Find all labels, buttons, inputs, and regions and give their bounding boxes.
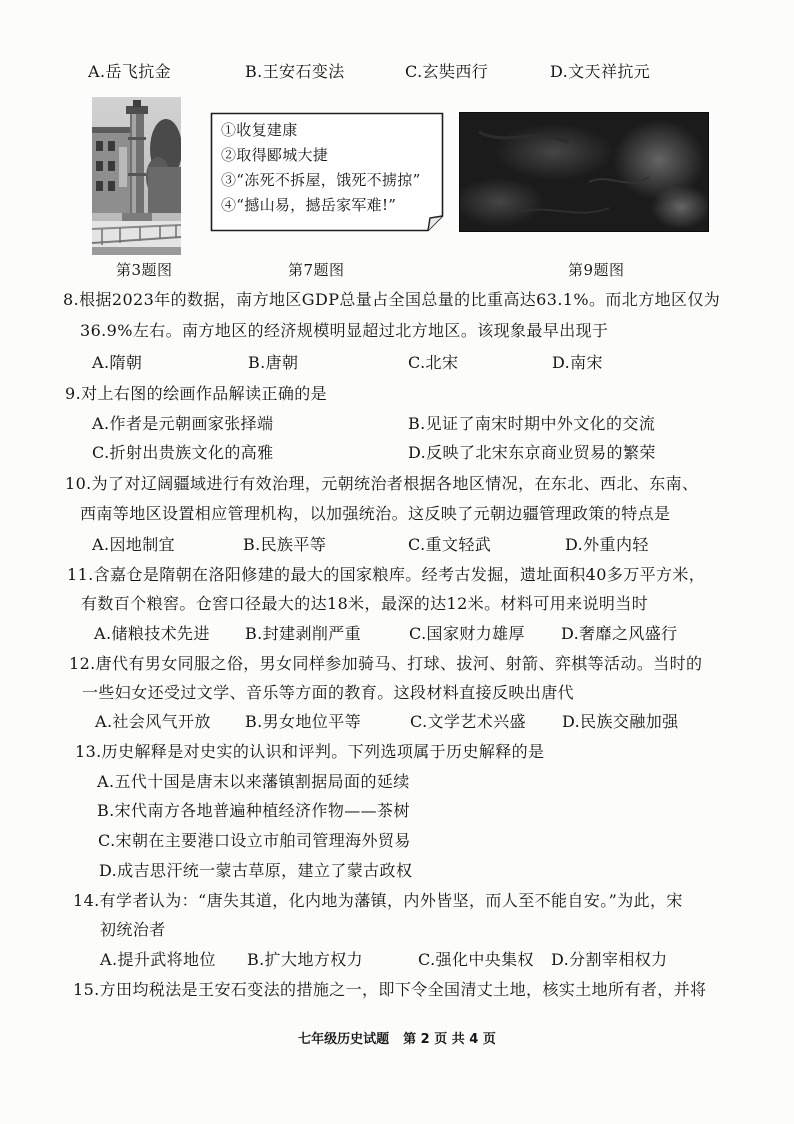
figure-3-photo-image: [92, 97, 181, 255]
q12-option-b: B.男女地位平等: [245, 712, 362, 731]
q14-option-a: A.提升武将地位: [100, 950, 216, 969]
q12-option-c: C.文学艺术兴盛: [410, 712, 526, 731]
q13-option-d: D.成吉思汗统一蒙古草原，建立了蒙古政权: [99, 861, 413, 880]
figure-9-painting-image: [459, 112, 709, 232]
q9-option-a: A.作者是元朝画家张择端: [92, 414, 274, 433]
q14-option-c: C.强化中央集权: [418, 950, 534, 969]
q12-stem-line-2: 一些妇女还受过文学、音乐等方面的教育。这段材料直接反映出唐代: [82, 683, 575, 702]
q9-option-d: D.反映了北宋东京商业贸易的繁荣: [408, 443, 656, 462]
q14-stem-line-2: 初统治者: [100, 920, 166, 939]
q11-option-c: C.国家财力雄厚: [409, 624, 525, 643]
q7-option-b: B.王安石变法: [245, 62, 345, 81]
q9-option-b: B.见证了南宋时期中外文化的交流: [408, 414, 656, 433]
q13-option-c: C.宋朝在主要港口设立市舶司管理海外贸易: [98, 831, 411, 850]
q13-stem-line-1: 13.历史解释是对史实的认识和评判。下列选项属于历史解释的是: [75, 742, 545, 761]
q8-stem-line-2: 36.9%左右。南方地区的经济规模明显超过北方地区。该现象最早出现于: [80, 321, 609, 340]
q14-option-b: B.扩大地方权力: [247, 950, 364, 969]
q7-option-d: D.文天祥抗元: [550, 62, 651, 81]
q10-stem-line-1: 10.为了对辽阔疆域进行有效治理，元朝统治者根据各地区情况，在东北、西北、东南、: [65, 474, 699, 493]
q10-option-b: B.民族平等: [243, 535, 327, 554]
q8-option-a: A.隋朝: [92, 353, 143, 372]
q13-option-b: B.宋代南方各地普遍种植经济作物——茶树: [97, 801, 410, 820]
q9-stem-line-1: 9.对上右图的绘画作品解读正确的是: [65, 384, 328, 403]
q9-option-c: C.折射出贵族文化的高雅: [92, 443, 274, 462]
q8-option-d: D.南宋: [552, 353, 603, 372]
caption-figure-7: 第7题图: [288, 261, 345, 279]
q11-option-a: A.储粮技术先进: [94, 624, 210, 643]
figure-3-photo: [92, 97, 181, 255]
q11-stem-line-1: 11.含嘉仓是隋朝在洛阳修建的最大的国家粮库。经考古发掘，遗址面积40多万平方米，: [67, 565, 706, 584]
caption-figure-9: 第9题图: [568, 261, 625, 279]
figure-9-painting: [459, 112, 709, 232]
figure-7-item-2: ②取得郾城大捷: [221, 146, 329, 164]
q7-option-a: A.岳飞抗金: [88, 62, 172, 81]
q8-stem-line-1: 8.根据2023年的数据，南方地区GDP总量占全国总量的比重高达63.1%。而北方地区仅为: [63, 290, 721, 309]
q10-option-d: D.外重内轻: [565, 535, 649, 554]
q14-option-d: D.分割宰相权力: [551, 950, 668, 969]
q12-option-a: A.社会风气开放: [95, 712, 211, 731]
q11-stem-line-2: 有数百个粮窖。仓窖口径最大的达18米，最深的达12米。材料可用来说明当时: [81, 594, 649, 613]
figure-7-item-1: ①收复建康: [221, 121, 298, 139]
page-footer: [0, 1031, 794, 1049]
q12-option-d: D.民族交融加强: [562, 712, 679, 731]
footer-page-number: 第 2 页 共 4 页: [403, 1032, 496, 1047]
q8-option-c: C.北宋: [408, 353, 459, 372]
caption-figure-3: 第3题图: [116, 261, 173, 279]
q8-option-b: B.唐朝: [248, 353, 299, 372]
q10-stem-line-2: 西南等地区设置相应管理机构，以加强统治。这反映了元朝边疆管理政策的特点是: [80, 504, 671, 523]
q11-option-b: B.封建剥削严重: [245, 624, 362, 643]
q10-option-a: A.因地制宜: [92, 535, 176, 554]
q10-option-c: C.重文轻武: [408, 535, 492, 554]
q14-stem-line-1: 14.有学者认为：“唐失其道，化内地为藩镇，内外皆坚，而人至不能自安。”为此，宋: [73, 891, 683, 910]
footer-title: 七年级历史试题: [298, 1032, 390, 1047]
figure-7-note-box: [210, 112, 444, 232]
q7-option-c: C.玄奘西行: [405, 62, 489, 81]
q13-option-a: A.五代十国是唐末以来藩镇割据局面的延续: [97, 772, 410, 791]
q11-option-d: D.奢靡之风盛行: [561, 624, 678, 643]
q12-stem-line-1: 12.唐代有男女同服之俗，男女同样参加骑马、打球、拔河、射箭、弈棋等活动。当时的: [69, 654, 703, 673]
figure-7-item-3: ③“冻死不拆屋，饿死不掳掠”: [221, 171, 421, 189]
figure-7-item-4: ④“撼山易，撼岳家军难!”: [221, 196, 397, 214]
q15-stem-line-1: 15.方田均税法是王安石变法的措施之一，即下令全国清丈土地，核实土地所有者，并将: [73, 980, 707, 999]
